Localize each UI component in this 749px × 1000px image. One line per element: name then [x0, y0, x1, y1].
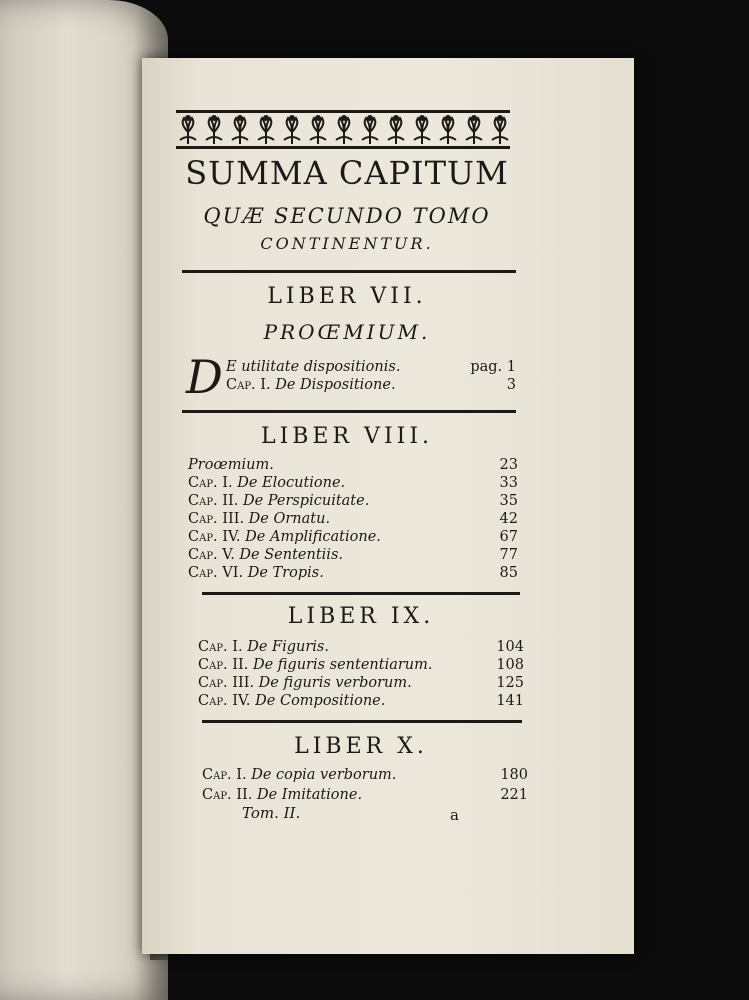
toc-entry-chapter: Cap. I.: [198, 639, 243, 655]
toc-entry-chapter: Cap. I.: [226, 377, 271, 393]
toc-entry: [202, 766, 396, 784]
toc-entry-page: 180: [500, 767, 528, 783]
toc-entry-page: 33: [499, 475, 518, 491]
toc-entry-chapter: Cap. IV.: [188, 529, 241, 545]
toc-entry-page: 77: [499, 547, 518, 563]
toc-entry-title: De Amplificatione.: [245, 529, 381, 545]
section-heading: LIBER X.: [294, 734, 428, 759]
page-subtitle-line1: QUÆ SECUNDO TOMO: [203, 204, 491, 228]
drop-cap: D: [186, 350, 223, 404]
toc-entry: [188, 474, 345, 492]
toc-entry-title: De Perspicuitate.: [242, 493, 370, 509]
toc-entry-page: 67: [499, 529, 518, 545]
section-rule: [202, 592, 520, 595]
toc-entry: [188, 510, 330, 528]
toc-entry: [188, 546, 343, 564]
toc-entry: [188, 528, 381, 546]
toc-entry: [226, 358, 400, 376]
section-heading: LIBER VII.: [267, 284, 427, 309]
section-rule: [182, 270, 516, 273]
toc-entry: [226, 376, 396, 394]
floral-ornament-icon: [176, 110, 510, 152]
toc-entry-page: 42: [499, 511, 518, 527]
toc-entry-title: E utilitate dispositionis.: [226, 359, 401, 375]
toc-entry-page: 125: [496, 675, 524, 691]
toc-entry: [202, 786, 362, 804]
toc-entry: [188, 492, 369, 510]
toc-entry-title: De Tropis.: [247, 565, 324, 581]
toc-entry-chapter: Cap. V.: [188, 547, 235, 563]
toc-entry-title: De copia verborum.: [251, 767, 397, 783]
toc-entry-page: 3: [506, 377, 516, 393]
toc-entry-title: De figuris sententiarum.: [252, 657, 433, 673]
toc-entry-chapter: Cap. I.: [202, 767, 247, 783]
toc-entry-page: 141: [496, 693, 524, 709]
signature-mark: a: [450, 806, 459, 824]
toc-entry-title: Proœmium.: [188, 457, 274, 473]
toc-entry: [198, 692, 385, 710]
toc-entry-title: De Dispositione.: [275, 377, 396, 393]
toc-entry-title: De Imitatione.: [256, 787, 363, 803]
toc-entry-title: De Elocutione.: [237, 475, 346, 491]
contents-page: [142, 58, 634, 954]
section-heading: LIBER VIII.: [260, 424, 434, 449]
section-rule: [182, 410, 516, 413]
toc-entry: [198, 638, 329, 656]
toc-entry-title: De figuris verborum.: [258, 675, 412, 691]
toc-entry-chapter: Cap. VI.: [188, 565, 244, 581]
toc-entry-page: pag. 1: [470, 359, 516, 375]
toc-entry-chapter: Cap. II.: [202, 787, 253, 803]
toc-entry-page: 85: [499, 565, 518, 581]
toc-entry: [188, 456, 274, 474]
toc-entry-chapter: Cap. III.: [198, 675, 255, 691]
toc-entry-page: 104: [496, 639, 524, 655]
toc-entry-page: 35: [499, 493, 518, 509]
volume-marker: Tom. II.: [242, 804, 301, 822]
toc-entry-page: 221: [500, 787, 528, 803]
toc-entry-chapter: Cap. II.: [188, 493, 239, 509]
toc-entry: [198, 674, 412, 692]
page-subtitle-line2: CONTINENTUR.: [260, 234, 434, 253]
toc-entry-page: 108: [496, 657, 524, 673]
toc-entry-chapter: Cap. I.: [188, 475, 233, 491]
section-rule: [202, 720, 522, 723]
section-heading: LIBER IX.: [287, 604, 435, 629]
page-title: SUMMA CAPITUM: [185, 154, 509, 192]
toc-entry: [188, 564, 324, 582]
toc-entry-chapter: Cap. III.: [188, 511, 245, 527]
toc-entry-title: De Figuris.: [247, 639, 329, 655]
toc-entry-chapter: Cap. II.: [198, 657, 249, 673]
toc-entry-chapter: Cap. IV.: [198, 693, 251, 709]
toc-entry-title: De Compositione.: [255, 693, 386, 709]
toc-entry-title: De Sententiis.: [239, 547, 343, 563]
section-subheading: PROŒMIUM.: [263, 320, 431, 344]
toc-entry-page: 23: [499, 457, 518, 473]
toc-entry-title: De Ornatu.: [248, 511, 331, 527]
toc-entry: [198, 656, 433, 674]
